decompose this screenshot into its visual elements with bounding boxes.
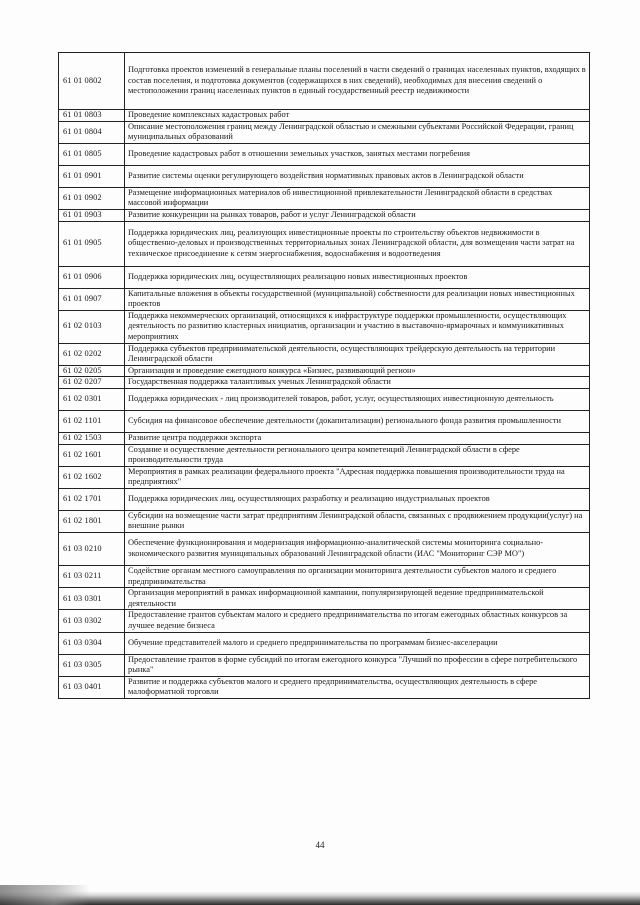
row-description: Развитие системы оценки регулирующего воздействия нормативных правовых актов в Ленинградской области — [125, 165, 590, 187]
row-code: 61 02 1101 — [59, 410, 125, 432]
row-description: Капитальные вложения в объекты государственной (муниципальной) собственности для реализации новых инвестиционных проектов — [125, 288, 590, 310]
budget-codes-table — [58, 52, 590, 699]
row-code: 61 03 0211 — [59, 566, 125, 588]
table-row — [59, 444, 590, 466]
page-number: 44 — [315, 840, 325, 850]
row-description: Развитие и поддержка субъектов малого и среднего предпринимательства, осуществляющих деятельность в сфере малоформатной торговли — [125, 676, 590, 698]
row-code: 61 01 0902 — [59, 187, 125, 209]
row-code: 61 03 0210 — [59, 533, 125, 566]
row-code: 61 01 0903 — [59, 209, 125, 221]
row-code: 61 03 0304 — [59, 632, 125, 654]
row-description: Размещение информационных материалов об инвестиционной привлекательности Ленинградской области в средствах массовой информации — [125, 187, 590, 209]
row-code: 61 01 0905 — [59, 221, 125, 266]
row-code: 61 01 0803 — [59, 110, 125, 122]
table-row — [59, 310, 590, 343]
scan-bottom-left-shadow — [0, 885, 90, 905]
row-description: Поддержка юридических лиц, реализующих инвестиционные проекты по строительству объектов недвижимости в общественно-деловых и производственных территориальных зонах Ленинградской области, для возмещения части затрат на техническое присоединение к сетям энергоснабжения, водоснабжения и водоотведения — [125, 221, 590, 266]
table-row — [59, 654, 590, 676]
table-row — [59, 510, 590, 532]
table-row — [59, 632, 590, 654]
scan-bottom-edge — [0, 891, 640, 905]
row-description: Проведение комплексных кадастровых работ — [125, 110, 590, 122]
table-row — [59, 377, 590, 389]
row-code: 61 02 0205 — [59, 365, 125, 377]
row-description: Организация и проведение ежегодного конкурса «Бизнес, развивающий регион» — [125, 365, 590, 377]
table-row — [59, 676, 590, 698]
row-description: Предоставление грантов субъектам малого и среднего предпринимательства по итогам ежегодных областных конкурсов за лучшее ведение бизнеса — [125, 610, 590, 632]
table-row — [59, 209, 590, 221]
table-body — [59, 53, 590, 699]
row-description: Развитие конкуренции на рынках товаров, работ и услуг Ленинградской области — [125, 209, 590, 221]
row-description: Предоставление грантов в форме субсидий по итогам ежегодного конкурса "Лучший по профессии в сфере потребительского рынка" — [125, 654, 590, 676]
row-description: Проведение кадастровых работ в отношении земельных участков, занятых местами погребения — [125, 143, 590, 165]
row-code: 61 01 0907 — [59, 288, 125, 310]
table-row — [59, 121, 590, 143]
table-row — [59, 432, 590, 444]
row-description: Государственная поддержка талантливых ученых Ленинградской области — [125, 377, 590, 389]
row-description: Обучение представителей малого и среднего предпринимательства по программам бизнес-акселерации — [125, 632, 590, 654]
row-description: Развитие центра поддержки экспорта — [125, 432, 590, 444]
row-code: 61 02 0301 — [59, 388, 125, 410]
row-code: 61 03 0305 — [59, 654, 125, 676]
row-description: Субсидии на возмещение части затрат предприятиям Ленинградской области, связанных с продвижением продукции(услуг) на внешние рынки — [125, 510, 590, 532]
row-description: Описание местоположения границ между Ленинградской областью и смежными субъектами Российской Федерации, границ муниципальных образований — [125, 121, 590, 143]
table-row — [59, 187, 590, 209]
table-row — [59, 388, 590, 410]
row-description: Содействие органам местного самоуправления по организации мониторинга деятельности субъектов малого и среднего предпринимательства — [125, 566, 590, 588]
row-description: Мероприятия в рамках реализации федерального проекта "Адресная поддержка повышения производительности труда на предприятиях" — [125, 466, 590, 488]
row-code: 61 03 0301 — [59, 588, 125, 610]
row-code: 61 02 0207 — [59, 377, 125, 389]
row-description: Обеспечение функционирования и модернизация информационно-аналитической системы мониторинга социально-экономического развития муниципальных образований Ленинградской области (ИАС "Мониторинг СЭР МО") — [125, 533, 590, 566]
table-row — [59, 566, 590, 588]
row-description: Поддержка некоммерческих организаций, относящихся к инфраструктуре поддержки промышленности, осуществляющих деятельность по развитию кластерных инициатив, организации и участию в выставочно-ярмарочных и коммуникативных мероприятиях — [125, 310, 590, 343]
row-code: 61 02 1801 — [59, 510, 125, 532]
row-code: 61 02 1602 — [59, 466, 125, 488]
row-code: 61 02 0202 — [59, 343, 125, 365]
table-row — [59, 221, 590, 266]
row-description: Создание и осуществление деятельности регионального центра компетенций Ленинградской области в сфере производительности труда — [125, 444, 590, 466]
row-description: Поддержка субъектов предпринимательской деятельности, осуществляющих трейдерскую деятельность на территории Ленинградской области — [125, 343, 590, 365]
table-row — [59, 53, 590, 110]
table-row — [59, 410, 590, 432]
row-code: 61 01 0805 — [59, 143, 125, 165]
table-row — [59, 533, 590, 566]
table-row — [59, 143, 590, 165]
table-row — [59, 343, 590, 365]
table-row — [59, 610, 590, 632]
table-row — [59, 466, 590, 488]
row-code: 61 03 0302 — [59, 610, 125, 632]
row-description: Организация мероприятий в рамках информационной кампании, популяризирующей ведение предпринимательской деятельности — [125, 588, 590, 610]
table-row — [59, 588, 590, 610]
row-code: 61 02 1601 — [59, 444, 125, 466]
row-code: 61 01 0906 — [59, 266, 125, 288]
table-row — [59, 488, 590, 510]
row-description: Поддержка юридических лиц, осуществляющих разработку и реализацию индустриальных проектов — [125, 488, 590, 510]
row-code: 61 02 0103 — [59, 310, 125, 343]
row-description: Подготовка проектов изменений в генеральные планы поселений в части сведений о границах населенных пунктов, входящих в состав поселения, и подготовка документов (содержащихся в них сведений), необходимых для внесения сведений о местоположении границ населенных пунктов в единый государственный реестр недвижимости — [125, 53, 590, 110]
row-code: 61 03 0401 — [59, 676, 125, 698]
row-description: Поддержка юридических - лиц производителей товаров, работ, услуг, осуществляющих инвестиционную деятельность — [125, 388, 590, 410]
table-row — [59, 110, 590, 122]
row-code: 61 01 0804 — [59, 121, 125, 143]
table-row — [59, 266, 590, 288]
table-row — [59, 165, 590, 187]
row-code: 61 01 0802 — [59, 53, 125, 110]
row-code: 61 02 1701 — [59, 488, 125, 510]
row-code: 61 02 1503 — [59, 432, 125, 444]
row-description: Поддержка юридических лиц, осуществляющих реализацию новых инвестиционных проектов — [125, 266, 590, 288]
table-row — [59, 288, 590, 310]
row-description: Субсидия на финансовое обеспечение деятельности (докапитализации) регионального фонда развития промышленности — [125, 410, 590, 432]
table-row — [59, 365, 590, 377]
row-code: 61 01 0901 — [59, 165, 125, 187]
